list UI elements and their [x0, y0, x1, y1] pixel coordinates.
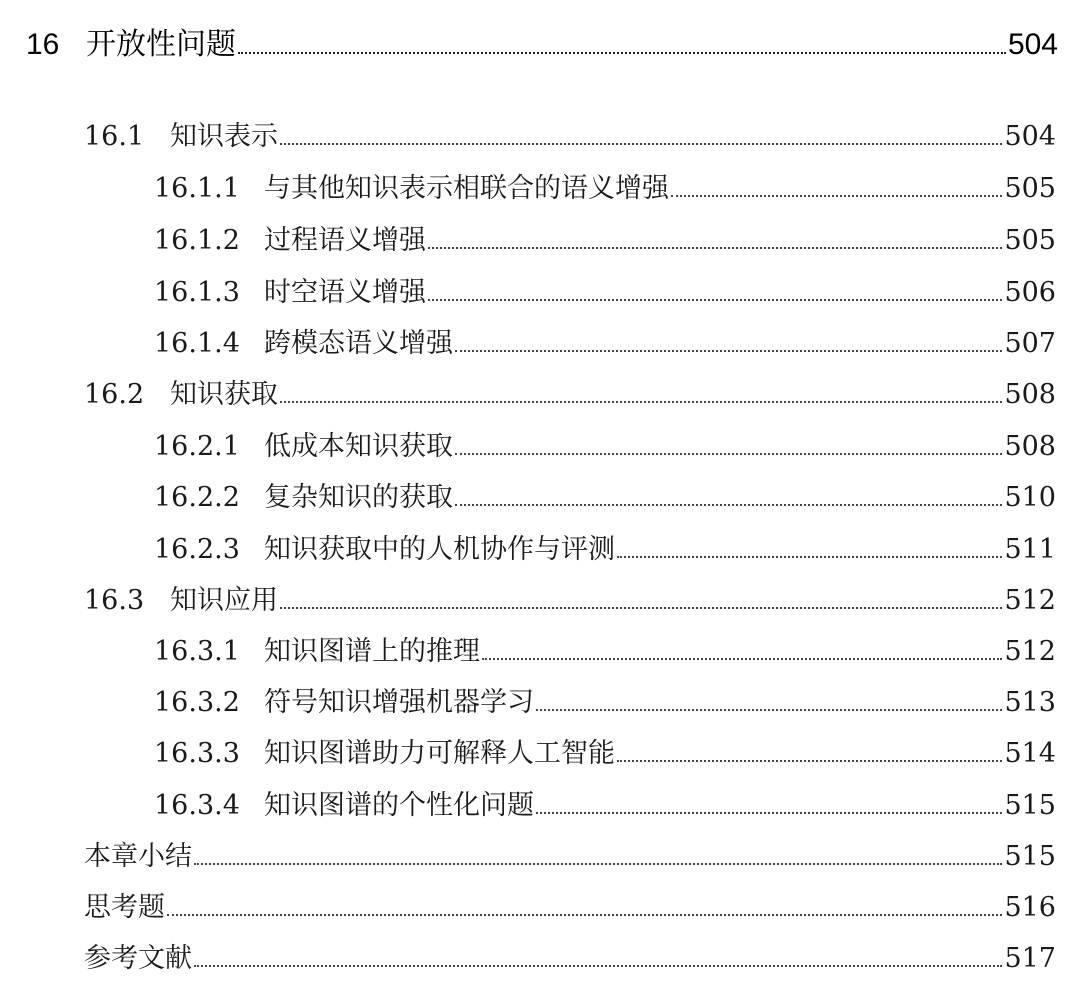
toc-subsection-entry: [154, 321, 1056, 361]
toc-section-entry: [84, 578, 1056, 618]
section-number: 16.3: [84, 585, 145, 616]
section-page-number: 512: [1004, 585, 1056, 616]
subsection-number: 16.3.2: [154, 687, 240, 718]
dot-leader: [536, 812, 1002, 814]
subsection-page-number: 514: [1004, 738, 1056, 769]
dot-leader: [280, 143, 1002, 145]
toc-endmatter-entry: [84, 936, 1056, 976]
toc-subsection-entry: [154, 166, 1056, 206]
toc-section-entry: [84, 372, 1056, 412]
dot-leader: [671, 195, 1002, 197]
toc-subsection-entry: [154, 527, 1056, 567]
toc-subsection-entry: [154, 629, 1056, 669]
subsection-title: 知识图谱助力可解释人工智能: [264, 738, 615, 769]
subsection-page-number: 513: [1004, 687, 1056, 718]
subsection-page-number: 506: [1004, 277, 1056, 308]
dot-leader: [455, 350, 1002, 352]
subsection-page-number: 505: [1004, 225, 1056, 256]
endmatter-page-number: 515: [1004, 841, 1056, 872]
dot-leader: [536, 709, 1002, 711]
dot-leader: [280, 607, 1002, 609]
dot-leader: [167, 914, 1002, 916]
chapter-title: 开放性问题: [86, 28, 236, 61]
dot-leader: [617, 760, 1002, 762]
dot-leader: [428, 299, 1002, 301]
subsection-number: 16.1.3: [154, 277, 240, 308]
toc-subsection-entry: [154, 731, 1056, 771]
subsection-number: 16.2.1: [154, 431, 240, 462]
subsection-number: 16.3.3: [154, 738, 240, 769]
subsection-number: 16.2.2: [154, 482, 240, 513]
chapter-page-number: 504: [1007, 28, 1058, 61]
endmatter-title: 本章小结: [84, 841, 192, 872]
toc-subsection-entry: [154, 783, 1056, 823]
subsection-number: 16.1.4: [154, 328, 240, 359]
subsection-title: 符号知识增强机器学习: [264, 687, 534, 718]
toc-subsection-entry: [154, 475, 1056, 515]
subsection-page-number: 510: [1004, 482, 1056, 513]
toc-subsection-entry: [154, 218, 1056, 258]
section-title: 知识应用: [170, 585, 278, 616]
toc-subsection-entry: [154, 680, 1056, 720]
subsection-title: 时空语义增强: [264, 277, 426, 308]
toc-subsection-entry: [154, 424, 1056, 464]
dot-leader: [455, 453, 1002, 455]
subsection-title: 跨模态语义增强: [264, 328, 453, 359]
chapter-number: 16: [26, 28, 60, 61]
endmatter-title: 思考题: [84, 892, 165, 923]
section-number: 16.1: [84, 121, 145, 152]
toc-endmatter-entry: [84, 885, 1056, 925]
subsection-number: 16.1.2: [154, 225, 240, 256]
section-page-number: 508: [1004, 379, 1056, 410]
dot-leader: [194, 863, 1002, 865]
section-page-number: 504: [1004, 121, 1056, 152]
subsection-page-number: 508: [1004, 431, 1056, 462]
dot-leader: [238, 52, 1006, 54]
subsection-title: 与其他知识表示相联合的语义增强: [264, 173, 669, 204]
dot-leader: [455, 504, 1002, 506]
subsection-title: 知识图谱上的推理: [264, 636, 480, 667]
subsection-title: 低成本知识获取: [264, 431, 453, 462]
toc-section-entry: [84, 114, 1056, 154]
subsection-page-number: 505: [1004, 173, 1056, 204]
dot-leader: [482, 658, 1002, 660]
dot-leader: [617, 556, 1002, 558]
subsection-page-number: 515: [1004, 790, 1056, 821]
section-title: 知识获取: [170, 379, 278, 410]
subsection-page-number: 512: [1004, 636, 1056, 667]
toc-endmatter-entry: [84, 834, 1056, 874]
subsection-number: 16.1.1: [154, 173, 240, 204]
subsection-number: 16.3.1: [154, 636, 240, 667]
dot-leader: [428, 247, 1002, 249]
section-number: 16.2: [84, 379, 145, 410]
dot-leader: [280, 401, 1002, 403]
subsection-number: 16.2.3: [154, 534, 240, 565]
subsection-title: 知识获取中的人机协作与评测: [264, 534, 615, 565]
subsection-page-number: 507: [1004, 328, 1056, 359]
subsection-number: 16.3.4: [154, 790, 240, 821]
subsection-page-number: 511: [1004, 534, 1056, 565]
subsection-title: 复杂知识的获取: [264, 482, 453, 513]
endmatter-page-number: 517: [1004, 943, 1056, 974]
toc-chapter-entry: [26, 22, 1058, 62]
section-title: 知识表示: [170, 121, 278, 152]
endmatter-title: 参考文献: [84, 943, 192, 974]
subsection-title: 知识图谱的个性化问题: [264, 790, 534, 821]
endmatter-page-number: 516: [1004, 892, 1056, 923]
toc-subsection-entry: [154, 270, 1056, 310]
dot-leader: [194, 965, 1002, 967]
subsection-title: 过程语义增强: [264, 225, 426, 256]
